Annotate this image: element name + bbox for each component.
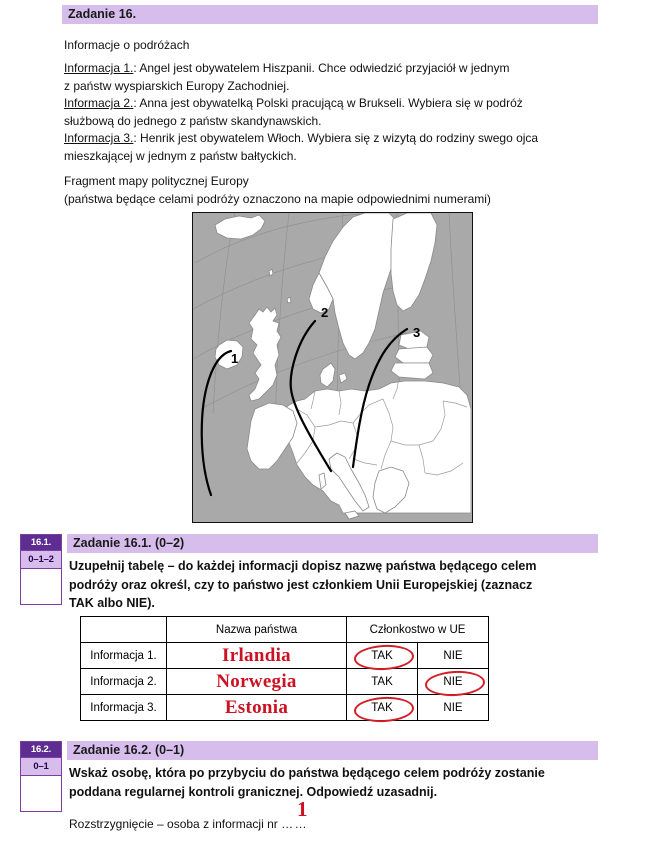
row-label-2: Informacja 2. — [81, 669, 167, 695]
task-16-2-answer-line — [69, 816, 594, 834]
info-3-line-2: mieszkającej w jednym z państw bałtyckich. — [64, 148, 297, 163]
table-header-membership: Członkostwo w UE — [347, 617, 489, 643]
info-1-text-1: : Angel jest obywatelem Hiszpanii. Chce odwiedzić przyjaciół w jednym — [133, 61, 510, 75]
row-2-option-no-label: NIE — [443, 675, 463, 688]
handwritten-answer-country-2: Norwegia — [216, 670, 297, 692]
table-corner-cell — [81, 617, 167, 643]
row-2-option-yes-label: TAK — [371, 675, 393, 688]
score-box-16-2-points: 0–1 — [21, 757, 61, 776]
row-2-option-yes[interactable] — [347, 669, 418, 695]
info-1-label: Informacja 1. — [64, 61, 134, 75]
row-3-option-yes-label: TAK — [371, 701, 393, 714]
info-3-text-1: : Henrik jest obywatelem Włoch. Wybiera się z wizytą do rodziny swego ojca — [133, 131, 539, 145]
info-2-text-1: : Anna jest obywatelką Polski pracującą w Brukseli. Wybiera się w podróż — [133, 96, 523, 110]
score-box-16-1-blank[interactable] — [21, 569, 61, 604]
row-1-option-yes[interactable] — [347, 643, 418, 669]
table-row — [81, 643, 489, 669]
row-country-1[interactable] — [167, 643, 347, 669]
task-16-2-title: Zadanie 16.2. (0–1) — [73, 743, 185, 757]
land-latvia — [395, 347, 433, 363]
table-row — [81, 669, 489, 695]
map-caption-line-1: Fragment mapy politycznej Europy — [64, 174, 249, 188]
info-2-line-2: służbową do jednego z państw skandynawskich. — [64, 113, 322, 128]
row-3-option-no[interactable] — [418, 695, 489, 721]
table-row — [81, 695, 489, 721]
score-box-16-1[interactable] — [20, 534, 62, 605]
map-caption-line-2: (państwa będące celami podróży oznaczono na mapie odpowiednimi numerami) — [64, 191, 491, 206]
table-header-row — [81, 617, 489, 643]
answer-table — [80, 616, 489, 721]
table-header-country: Nazwa państwa — [167, 617, 347, 643]
row-country-2[interactable] — [167, 669, 347, 695]
task-16-2-instruction-line-2: poddana regularnej kontroli granicznej. Odpowiedź uzasadnij. — [69, 784, 438, 799]
map-marker-2: 2 — [321, 305, 329, 320]
task-16-1-header-bar — [67, 534, 598, 553]
handwritten-answer-info-number: 1 — [297, 797, 308, 821]
row-1-option-no-label: NIE — [443, 649, 463, 662]
task-16-2-header-bar — [67, 741, 598, 760]
task-16-1-instruction-line-1: Uzupełnij tabelę – do każdej informacji dopisz nazwę państwa będącego celem — [69, 559, 537, 573]
task-16-title: Zadanie 16. — [68, 7, 137, 21]
map-caption — [64, 173, 594, 208]
row-label-1: Informacja 1. — [81, 643, 167, 669]
info-1-line-2: z państw wyspiarskich Europy Zachodniej. — [64, 78, 290, 93]
score-box-16-1-points: 0–1–2 — [21, 550, 61, 569]
task-16-2-instruction — [69, 764, 594, 801]
score-box-16-1-number: 16.1. — [21, 535, 61, 550]
row-label-3: Informacja 3. — [81, 695, 167, 721]
info-2-line-1 — [64, 95, 594, 113]
task-16-1-instruction-line-2: podróży oraz określ, czy to państwo jest członkiem Unii Europejskiej (zaznacz — [69, 577, 533, 592]
handwritten-answer-country-3: Estonia — [224, 696, 289, 718]
europe-map — [192, 212, 473, 523]
info-3-label: Informacja 3. — [64, 131, 134, 145]
map-graphic — [193, 213, 471, 521]
answer-dotted-line[interactable]: …… — [281, 817, 309, 831]
info-block — [64, 60, 594, 165]
task-16-2-instruction-line-1: Wskaż osobę, która po przybyciu do państwa będącego celem podróży zostanie — [69, 766, 545, 780]
score-box-16-2[interactable] — [20, 741, 62, 812]
handwritten-answer-country-1: Irlandia — [222, 644, 291, 666]
row-1-option-no[interactable] — [418, 643, 489, 669]
task-16-header-bar — [62, 5, 598, 24]
task-16-1-instruction — [69, 557, 594, 613]
row-country-3[interactable] — [167, 695, 347, 721]
score-box-16-2-blank[interactable] — [21, 776, 61, 811]
map-marker-1: 1 — [231, 351, 239, 366]
map-marker-3: 3 — [413, 325, 421, 340]
score-box-16-2-number: 16.2. — [21, 742, 61, 757]
task-16-intro: Informacje o podróżach — [64, 38, 190, 52]
info-3-line-1 — [64, 130, 594, 148]
task-16-1-instruction-line-3: TAK albo NIE). — [69, 596, 155, 610]
answer-prompt-label: Rozstrzygnięcie – osoba z informacji nr — [69, 817, 278, 831]
row-3-option-yes[interactable] — [347, 695, 418, 721]
row-3-option-no-label: NIE — [443, 701, 463, 714]
row-2-option-no[interactable] — [418, 669, 489, 695]
info-1-line-1 — [64, 60, 594, 78]
task-16-1-title: Zadanie 16.1. (0–2) — [73, 536, 185, 550]
info-2-label: Informacja 2. — [64, 96, 134, 110]
row-1-option-yes-label: TAK — [371, 649, 393, 662]
